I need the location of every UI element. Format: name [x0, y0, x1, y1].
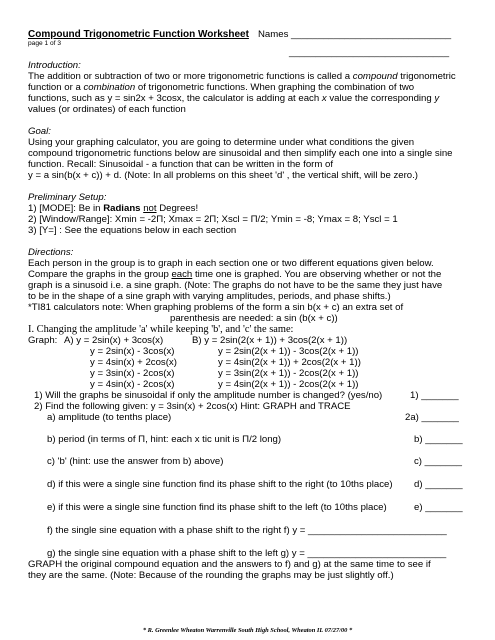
goal-line-2: compound trigonometric functions below are sinusoidal and then simplify each one into a single sine [28, 148, 453, 159]
equation-a-1: A) y = 2sin(x) + 3cos(x) [64, 335, 164, 346]
setup-line-3: 3) [Y=] : See the equations below in each section [28, 225, 237, 236]
question-2b: b) period (in terms of Π, hint: each x tic unit is Π/2 long) [47, 434, 282, 445]
intro-line-1: The addition or subtraction of two or more trigonometric functions is called a compound trigonometric [28, 71, 456, 82]
answer-2c-blank: c) _______ [414, 456, 463, 467]
answer-2e-blank: e) _______ [414, 502, 463, 513]
equation-b-1: B) y = 2sin(2(x + 1)) + 3cos(2(x + 1)) [192, 335, 348, 346]
answer-2b-blank: b) _______ [414, 434, 463, 445]
equation-a-5: y = 4sin(x) - 2cos(x) [90, 379, 175, 390]
answer-2d-blank: d) _______ [414, 479, 463, 490]
final-note-line-2: they are the same. (Note: Because of the rounding the graphs may be just slightly off.) [28, 570, 394, 581]
directions-line-3: graph is a sinusoid i.e. a sine graph. (Note: The graphs do not have to be the same they just have [28, 280, 443, 291]
question-1: 1) Will the graphs be sinusoidal if only the amplitude number is changed? (yes/no) [34, 390, 383, 401]
question-2f: f) the single sine equation with a phase shift to the right f) y = __________________________ [47, 525, 447, 536]
question-2d: d) if this were a single sine function find its phase shift to the right (to 10ths place) [47, 479, 393, 490]
equation-b-2: y = 2sin(2(x + 1)) - 3cos(2(x + 1)) [218, 346, 359, 357]
goal-line-4: y = a sin(b(x + c)) + d. (Note: In all problems on this sheet 'd' , the vertical shift, will be zero.) [28, 170, 418, 181]
setup-heading: Preliminary Setup: [28, 192, 107, 203]
setup-line-1: 1) [MODE]: Be in Radians not Degrees! [28, 203, 199, 214]
names-field-line2: ______________________________ [289, 47, 450, 58]
equation-a-3: y = 4sin(x) + 2cos(x) [90, 357, 177, 368]
intro-line-2: function or a combination of trigonometric functions. When graphing the combination of two [28, 82, 415, 93]
answer-1-blank: 1) _______ [410, 390, 459, 401]
directions-line-4: to be in the shape of a sine graph with varying amplitudes, periods, and phase shifts.) [28, 291, 391, 302]
question-2c: c) 'b' (hint: use the answer from b) above) [47, 456, 224, 467]
page-indicator: page 1 of 3 [28, 40, 61, 47]
directions-line-2: Compare the graphs in the group each time one is graphed. You are observing whether or not the [28, 269, 442, 280]
intro-line-3: functions, such as y = sin2x + 3cosx, the calculator is adding at each x value the corresponding y [28, 93, 440, 104]
names-field: Names ______________________________ [258, 29, 452, 40]
footer-credit: * R. Greenlee Wheaton Warrenville South High School, Wheaton IL 07/27/00 * [142, 627, 353, 634]
directions-line-6: parenthesis are needed: a sin (b(x + c)) [170, 313, 338, 324]
goal-line-1: Using your graphing calculator, you are going to determine under what conditions the given [28, 137, 415, 148]
intro-line-4: values (or ordinates) of each function [28, 104, 186, 115]
directions-line-1: Each person in the group is to graph in each section one or two different equations given below. [28, 258, 434, 269]
question-2g: g) the single sine equation with a phase shift to the left g) y = __________________________ [47, 548, 447, 559]
question-2a: a) amplitude (to tenths place) [47, 412, 172, 423]
directions-line-5: *TI81 calculators note: When graphing problems of the form a sin b(x + c) an extra set of [28, 302, 404, 313]
graph-label: Graph: [28, 335, 58, 346]
worksheet-title: Compound Trigonometric Function Worksheet [28, 29, 249, 40]
part1-heading: I. Changing the amplitude 'a' while keeping 'b', and 'c' the same: [28, 324, 294, 335]
equation-a-2: y = 2sin(x) - 3cos(x) [90, 346, 175, 357]
goal-line-3: function. Recall: Sinusoidal - a function that can be written in the form of [28, 159, 334, 170]
equation-b-3: y = 4sin(2(x + 1)) + 2cos(2(x + 1)) [218, 357, 361, 368]
question-2: 2) Find the following given: y = 3sin(x) + 2cos(x) Hint: GRAPH and TRACE [34, 401, 351, 412]
equation-b-4: y = 3sin(2(x + 1)) - 2cos(2(x + 1)) [218, 368, 359, 379]
goal-heading: Goal: [28, 126, 51, 137]
answer-2a-blank: 2a) _______ [405, 412, 459, 423]
setup-line-2: 2) [Window/Range]: Xmin = -2Π; Xmax = 2Π; Xscl = Π/2; Ymin = -8; Ymax = 8; Yscl = 1 [28, 214, 398, 225]
directions-heading: Directions: [28, 247, 74, 258]
question-2e: e) if this were a single sine function find its phase shift to the left (to 10ths place) [47, 502, 387, 513]
intro-heading: Introduction: [28, 60, 81, 71]
equation-a-4: y = 3sin(x) - 2cos(x) [90, 368, 175, 379]
final-note-line-1: GRAPH the original compound equation and the answers to f) and g) at the same time to see if [28, 559, 431, 570]
equation-b-5: y = 4sin(2(x + 1)) - 2cos(2(x + 1)) [218, 379, 359, 390]
